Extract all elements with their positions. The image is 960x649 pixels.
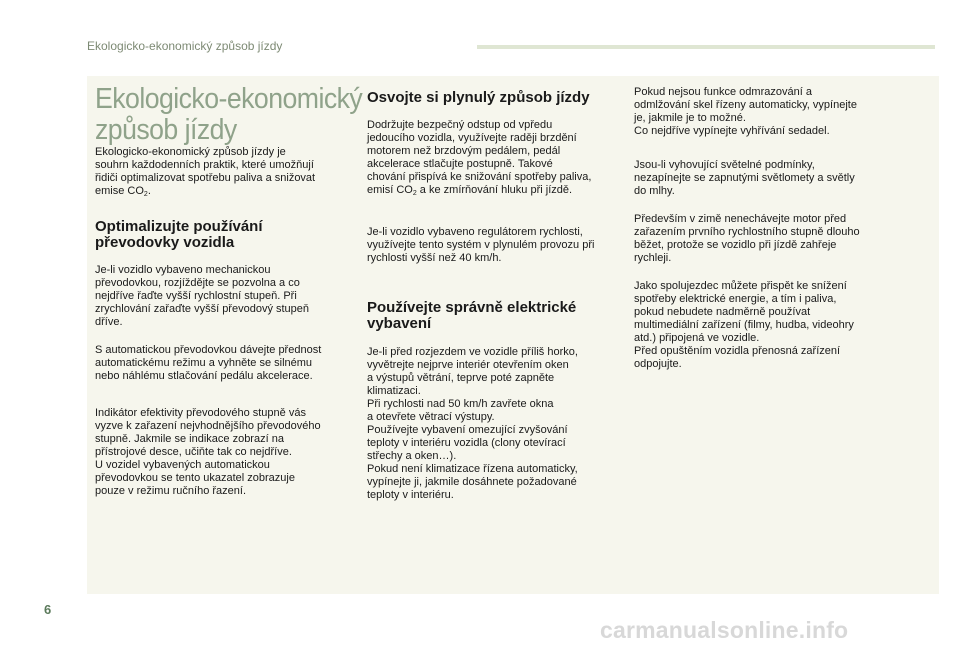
smooth-end: a ke zmírňování hluku při jízdě. <box>416 184 573 196</box>
column-middle <box>367 84 619 502</box>
smooth-paragraph-1 <box>367 119 619 200</box>
running-header: Ekologicko-ekonomický způsob jízdy <box>87 39 283 53</box>
electric-paragraph: Je-li před rozjezdem ve vozidle příliš horko, vyvětrejte nejprve interiér otevřením oken a výstupů větrání, teprve poté zapněte klimatizaci. Při rychlosti nad 50 km/h zavřete okna a otevřete větrací výstupy. Používejte vybavení omezující zvyšování teploty v interiéru vozidla (clony otevírací střechy a oken…). Pokud není klimatizace řízena automaticky, vypínejte ji, jakmile dosáhnete požadované teploty v interiéru. <box>367 346 578 501</box>
intro-end: . <box>147 185 151 197</box>
intro-text: Ekologicko-ekonomický způsob jízdy je souhrn každodenních praktik, které umožňují řidiči optimalizovat spotřebu paliva a snižovat emise CO <box>95 146 316 197</box>
watermark: carmanualsonline.info <box>600 617 849 643</box>
smooth-text: Dodržujte bezpečný odstup od vpředu jedoucího vozidla, využívejte raději brzdění motorem než brzdovým pedálem, pedál akcelerace stlačujte postupně. Takové chování přispívá ke snižování spotřeby paliva, emisí CO <box>367 119 592 196</box>
column-left <box>95 83 363 498</box>
gearbox-paragraph-1: Je-li vozidlo vybaveno mechanickou převodovkou, rozjíždějte se pozvolna a co nejdříve řaďte vyšší rychlostní stupeň. Při zrychlování zařaďte vyšší převodový stupeň dříve. <box>95 264 310 328</box>
smooth-paragraph-2: Je-li vozidlo vybaveno regulátorem rychlosti, využívejte tento systém v plynulém provozu při rychlosti vyšší než 40 km/h. <box>367 226 595 264</box>
right-paragraph-2: Jsou-li vyhovující světelné podmínky, nezapínejte se zapnutými světlomety a světly do mlhy. <box>634 159 855 197</box>
page-title: Ekologicko-ekonomický způsob jízdy <box>95 83 363 146</box>
right-paragraph-1: Pokud nejsou funkce odmrazování a odmlžování skel řízeny automaticky, vypínejte je, jakmile je to možné. Co nejdříve vypínejte vyhřívání sedadel. <box>634 86 857 137</box>
gearbox-paragraph-3: Indikátor efektivity převodového stupně vás vyzve k zařazení nejvhodnějšího převodového stupně. Jakmile se indikace zobrazí na přístrojové desce, učiňte tak co nejdříve. U vozidel vybavených automatickou převodovkou se tento ukazatel zobrazuje pouze v režimu ručního řazení. <box>95 407 321 497</box>
heading-gearbox: Optimalizujte používání převodovky vozidla <box>95 218 263 251</box>
right-paragraph-3: Především v zimě nenechávejte motor před zařazením prvního rychlostního stupně dlouho běžet, protože se vozidlo při jízdě zahřeje rychleji. <box>634 213 860 264</box>
header-rule <box>477 45 935 49</box>
right-paragraph-4: Jako spolujezdec můžete přispět ke snížení spotřeby elektrické energie, a tím i paliva, pokud nebudete nadměrně používat multimediální zařízení (filmy, hudba, videohry atd.) připojená ve vozidle. Před opuštěním vozidla přenosná zařízení odpojujte. <box>634 280 854 370</box>
page-number: 6 <box>44 602 52 617</box>
intro-paragraph <box>95 146 357 201</box>
intro-subscript: 2 <box>143 191 148 198</box>
smooth-subscript: 2 <box>412 190 417 197</box>
gearbox-paragraph-2: S automatickou převodovkou dávejte přednost automatickému režimu a vyhněte se silnému nebo náhlému stlačování pedálu akcelerace. <box>95 344 322 382</box>
heading-electric: Používejte správně elektrické vybavení <box>367 299 577 332</box>
column-right <box>634 86 890 371</box>
heading-smooth-driving: Osvojte si plynulý způsob jízdy <box>367 89 590 106</box>
